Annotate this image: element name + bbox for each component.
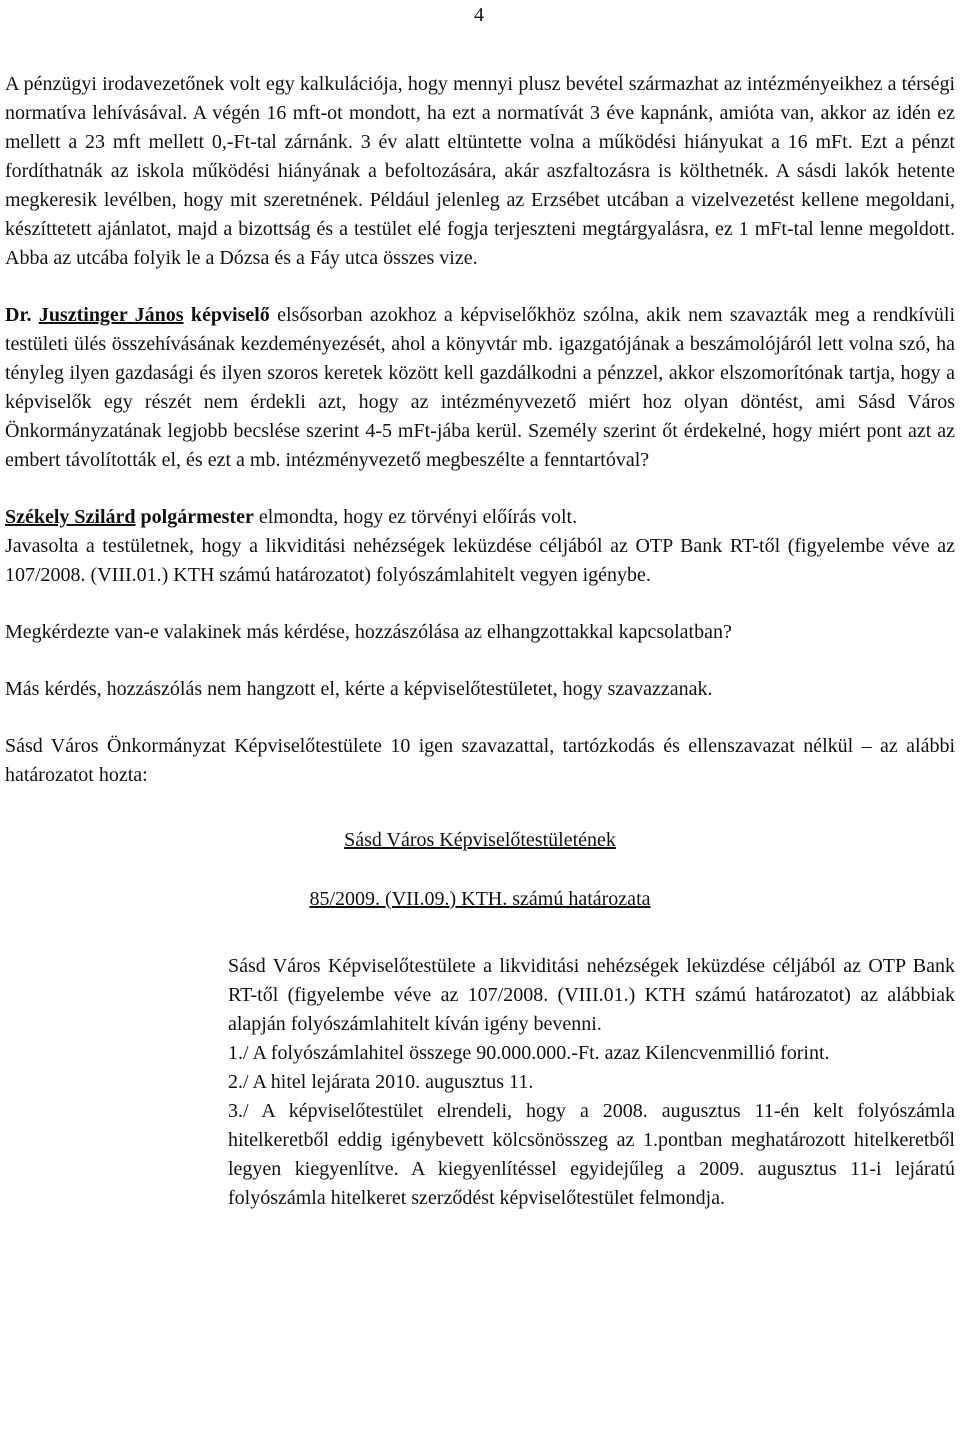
paragraph-question: Megkérdezte van-e valakinek más kérdése, hozzászólása az elhangzottakkal kapcsolatban? [5,621,732,643]
resolution-heading-number: 85/2009. (VII.09.) KTH. számú határozata [309,888,651,910]
paragraph-proposal: Javasolta a testületnek, hogy a likviditási nehézségek leküzdése céljából az OTP Bank RT-től (figyelembe véve az 107/2008. (VIII.01.) KTH számú határozatot) folyószámlahitelt vegyen igénybe. [5,535,955,586]
paragraph-finance-part2: 3 év alatt eltüntette volna a működési hiányukat a 16 mFt. Ezt a pénzt fordíthatnák az iskola működési hiányának a befoltozására, akár aszfaltozásra is költhetnék. A sásdi lakók hetente megkeresik levélben, hogy mit szeretnének. [5,131,955,211]
mayor-name: Székely Szilárd [5,506,136,528]
paragraph-vote-result: Sásd Város Önkormányzat Képviselőtestülete 10 igen szavazattal, tartózkodás és ellenszavazat nélkül – az alábbi határozatot hozta: [5,735,955,786]
speaker-statement: elsősorban azokhoz a képviselőkhöz szólna, akik nem szavazták meg a rendkívüli testületi ülés összehívásának kezdeményezését, ahol a könyvtár mb. igazgatójának a beszámolójáról lett volna szó, ha tényleg ilyen gazdasági és ilyen szoros keretek között kell gazdálkodni a pénzzel, akkor elszomorítónak tartja, hogy a képviselők egy részét nem érdekli azt, hogy az intézményvezető miért hoz olyan döntést, ami Sásd Város Önkormányzatának legjobb becslése szerint 4-5 mFt-jába kerül. Személy szerint őt érdekelné, hogy miért pont azt az embert távolították el, és ezt a mb. intézményvezető megbeszélte a fenntartóval? [5,304,956,471]
resolution-item-2: 2./ A hitel lejárata 2010. augusztus 11. [228,1071,534,1093]
resolution-heading-body: Sásd Város Képviselőtestületének [344,829,616,851]
paragraph-finance [5,70,955,273]
resolution-item-3: 3./ A képviselőtestület elrendeli, hogy a 2008. augusztus 11-én kelt folyószámla hitelkeretből eddig igénybevett kölcsönösszeg az 1.pontban meghatározott hitelkeretből legyen kiegyenlítve. A kiegyenlítéssel egyidejűleg a 2009. augusztus 11-i lejáratú folyószámla hitelkeret szerződést képviselőtestület felmondja. [228,1100,955,1209]
mayor-statement: elmondta, hogy ez törvényi előírás volt. [253,506,578,528]
speaker-name: Jusztinger János [38,304,184,326]
paragraph-vote-request: Más kérdés, hozzászólás nem hangzott el, kérte a képviselőtestületet, hogy szavazzanak. [5,678,713,700]
paragraph-mayor [5,503,955,532]
speaker-role: képviselő [190,304,270,326]
speaker-title: Dr. [5,304,32,326]
resolution-text [228,952,955,1213]
resolution-item-1: 1./ A folyószámlahitel összege 90.000.000.-Ft. azaz Kilencvenmillió forint. [228,1042,830,1064]
page-number: 4 [474,4,484,26]
paragraph-finance-part1: A pénzügyi irodavezetőnek volt egy kalkulációja, hogy mennyi plusz bevétel származhat az intézményeikhez a térségi normatíva lehívásával. A végén 16 mft-ot mondott, ha ezt a normatívát 3 éve kapnánk, amióta van, akkor az idén ez mellett a 23 mft mellett 0,-Ft-tal zárnánk. [5,73,955,153]
paragraph-jusztinger [5,301,955,475]
resolution-intro: Sásd Város Képviselőtestülete a likviditási nehézségek leküzdése céljából az OTP Bank RT-től (figyelembe véve az 107/2008. (VIII.01.) KTH számú határozatot) az alábbiak alapján folyószámlahitelt kíván igény bevenni. [228,955,955,1035]
mayor-role: polgármester [140,506,254,528]
document-body [5,70,955,1213]
paragraph-finance-part3: Például jelenleg az Erzsébet utcában a vizelvezetést kellene megoldani, készíttetett ajánlatot, majd a bizottság és a testület elé fogja terjeszteni megtárgyalásra, ez 1 mFt-tal lenne megoldott. Abba az utcába folyik le a Dózsa és a Fáy utca összes vize. [5,189,955,269]
